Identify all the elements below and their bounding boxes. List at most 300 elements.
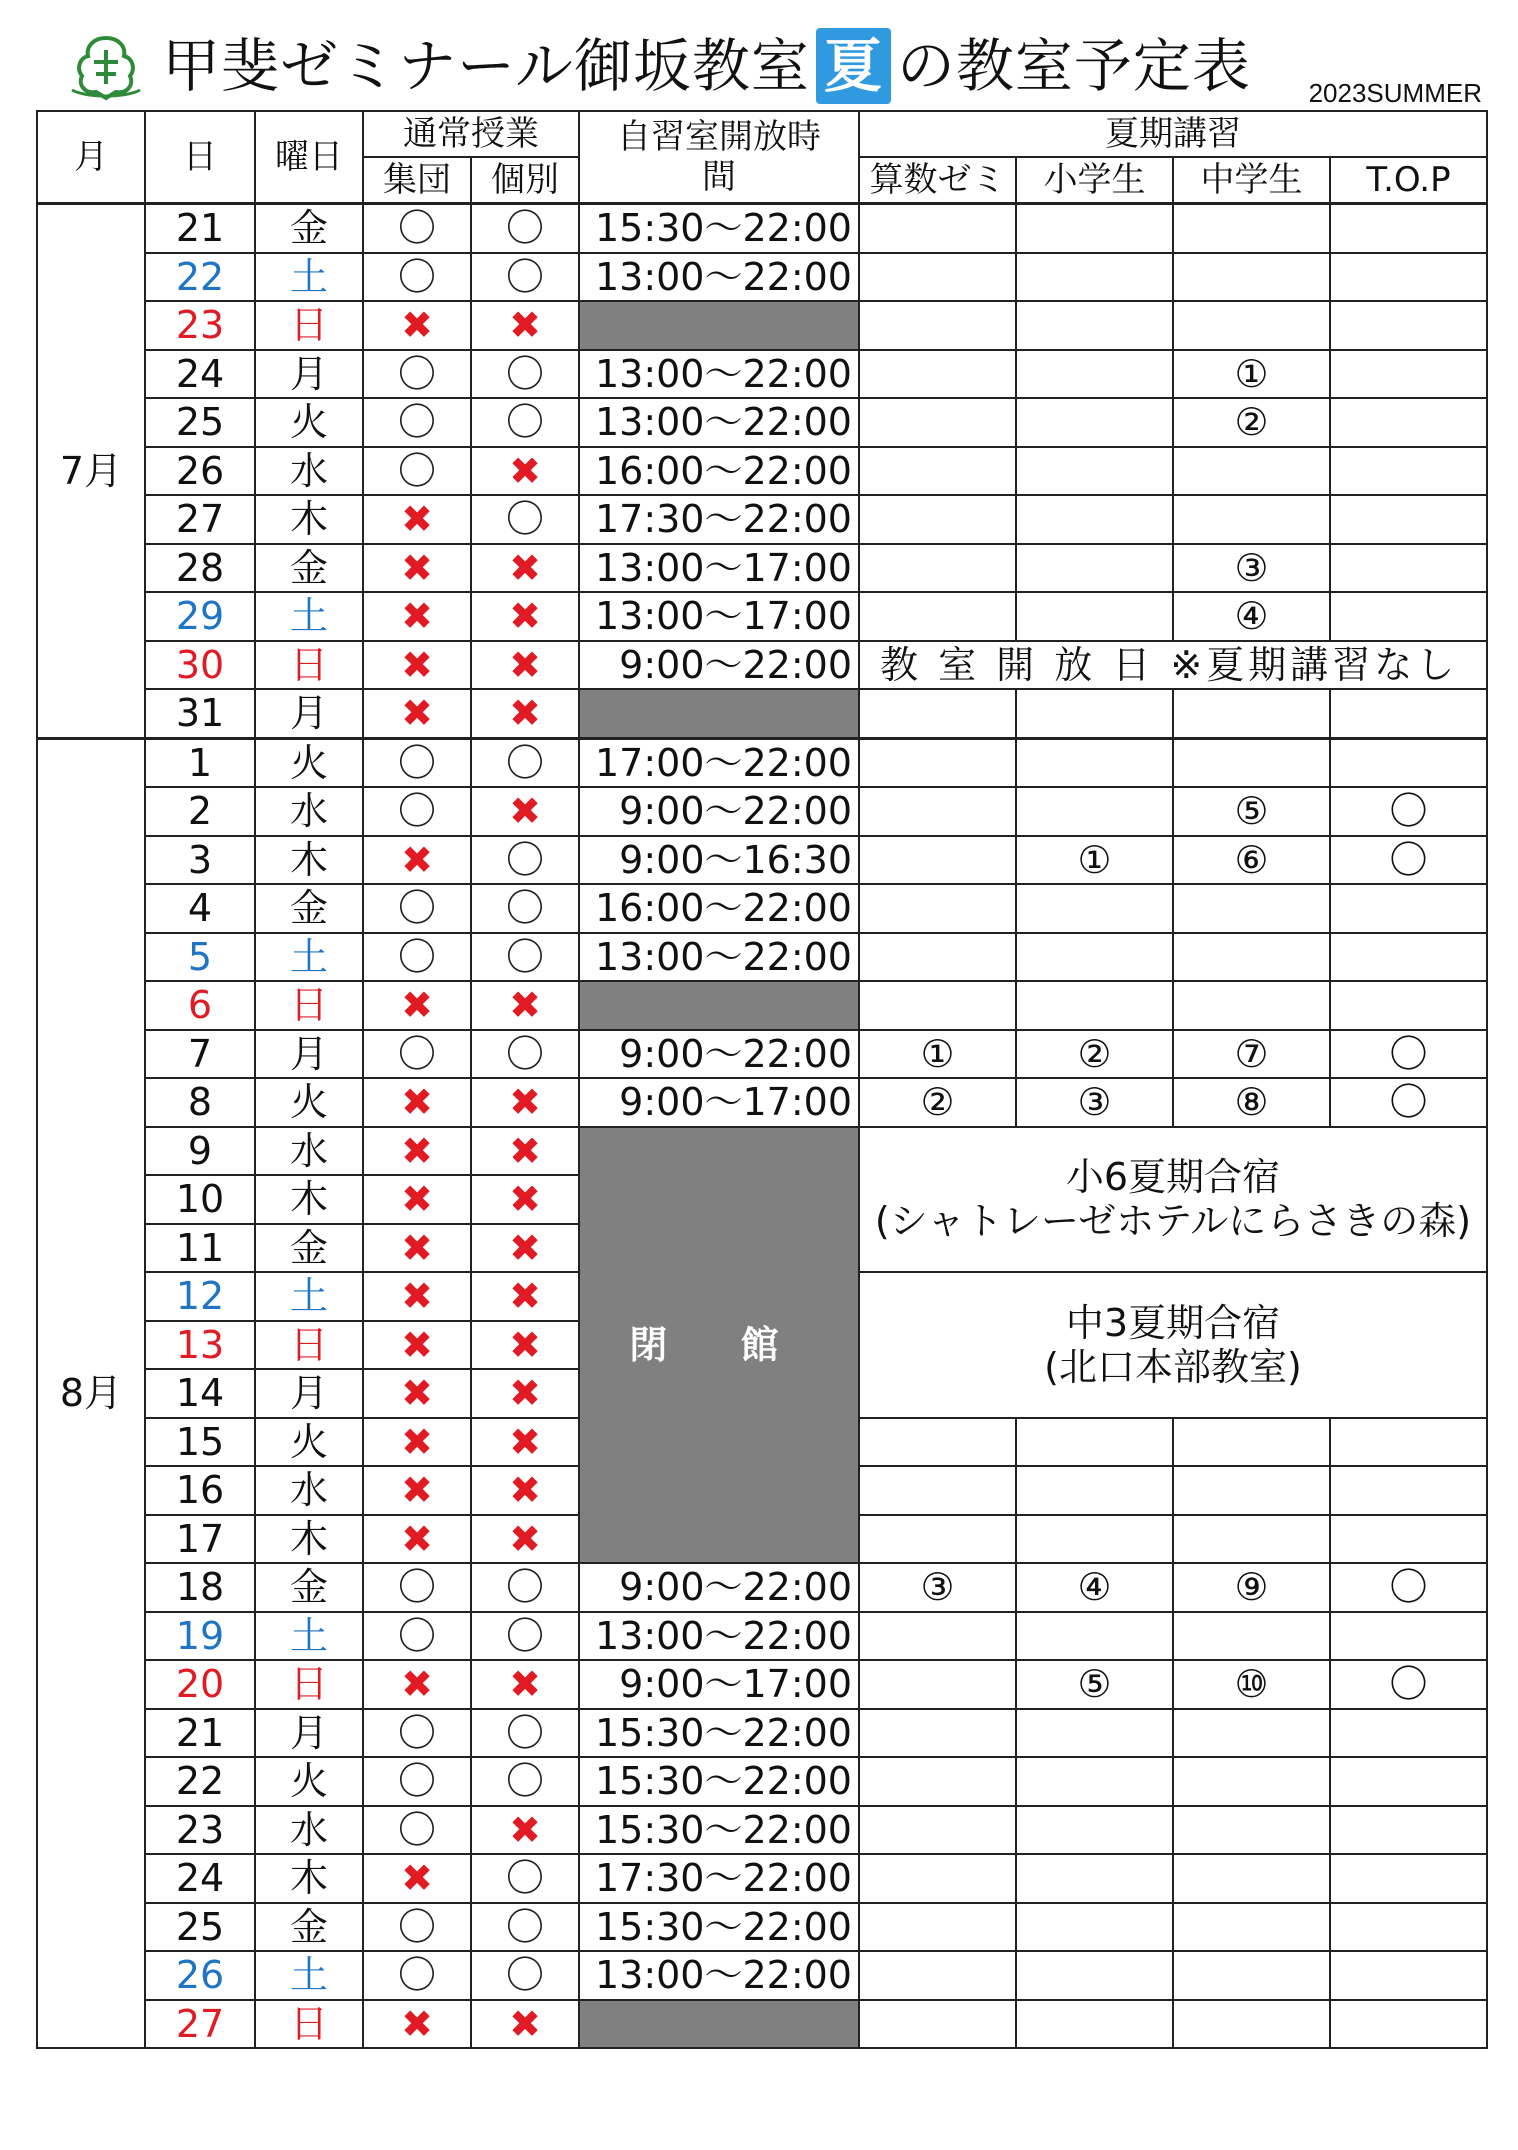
date-cell: 11 <box>145 1224 255 1273</box>
study-room-hours: 9:00～22:00 <box>579 1563 859 1612</box>
header-regular-class: 通常授業 <box>363 111 579 157</box>
date-cell: 13 <box>145 1321 255 1370</box>
grade9-camp-venue: (北口本部教室) <box>1044 1344 1302 1389</box>
junior-high-session <box>1173 1466 1330 1515</box>
day-of-week-cell: 土 <box>255 592 363 641</box>
math-seminar-session <box>859 398 1016 447</box>
individual-class-status: ✖ <box>471 1321 579 1370</box>
individual-class-status: 〇 <box>471 1612 579 1661</box>
day-of-week-cell: 土 <box>255 1272 363 1321</box>
group-class-status: ✖ <box>363 836 471 885</box>
elementary-session: ② <box>1016 1030 1173 1079</box>
individual-class-status: 〇 <box>471 204 579 253</box>
date-cell: 5 <box>145 933 255 982</box>
date-cell: 2 <box>145 787 255 836</box>
elementary-session <box>1016 1709 1173 1758</box>
table-row <box>37 1903 1487 1952</box>
top-session: 〇 <box>1330 1660 1487 1709</box>
day-of-week-cell: 木 <box>255 1175 363 1224</box>
group-class-status: ✖ <box>363 1466 471 1515</box>
math-seminar-session <box>859 1660 1016 1709</box>
top-session: 〇 <box>1330 1078 1487 1127</box>
junior-high-session <box>1173 1612 1330 1661</box>
elementary-session <box>1016 301 1173 350</box>
table-row <box>37 1757 1487 1806</box>
date-cell: 26 <box>145 1951 255 2000</box>
group-class-status: ✖ <box>363 592 471 641</box>
top-session <box>1330 1903 1487 1952</box>
grade6-camp <box>859 1127 1487 1273</box>
date-cell: 17 <box>145 1515 255 1564</box>
elementary-session <box>1016 787 1173 836</box>
top-session <box>1330 1757 1487 1806</box>
day-of-week-cell: 火 <box>255 1418 363 1467</box>
date-cell: 14 <box>145 1369 255 1418</box>
table-row <box>37 398 1487 447</box>
date-cell: 16 <box>145 1466 255 1515</box>
math-seminar-session <box>859 836 1016 885</box>
date-cell: 24 <box>145 350 255 399</box>
top-session <box>1330 301 1487 350</box>
date-cell: 12 <box>145 1272 255 1321</box>
group-class-status: ✖ <box>363 1369 471 1418</box>
study-room-hours: 13:00～17:00 <box>579 592 859 641</box>
group-class-status: ✖ <box>363 301 471 350</box>
day-of-week-cell: 金 <box>255 204 363 253</box>
junior-high-session: ⑥ <box>1173 836 1330 885</box>
math-seminar-session <box>859 1612 1016 1661</box>
individual-class-status: ✖ <box>471 1515 579 1564</box>
closed-label: 閉 館 <box>579 1127 859 1564</box>
group-class-status: ✖ <box>363 495 471 544</box>
elementary-session <box>1016 398 1173 447</box>
individual-class-status: 〇 <box>471 1903 579 1952</box>
math-seminar-session <box>859 1951 1016 2000</box>
study-room-hours: 13:00～22:00 <box>579 1612 859 1661</box>
day-of-week-cell: 金 <box>255 884 363 933</box>
individual-class-status: ✖ <box>471 689 579 738</box>
date-cell: 24 <box>145 1854 255 1903</box>
elementary-session <box>1016 933 1173 982</box>
group-class-status: ✖ <box>363 689 471 738</box>
junior-high-session <box>1173 1854 1330 1903</box>
junior-high-session: ③ <box>1173 544 1330 593</box>
date-cell: 10 <box>145 1175 255 1224</box>
day-of-week-cell: 土 <box>255 1951 363 2000</box>
study-room-hours: 16:00～22:00 <box>579 884 859 933</box>
individual-class-status: 〇 <box>471 933 579 982</box>
day-of-week-cell: 水 <box>255 1127 363 1176</box>
day-of-week-cell: 日 <box>255 2000 363 2049</box>
math-seminar-session <box>859 1709 1016 1758</box>
day-of-week-cell: 水 <box>255 447 363 496</box>
math-seminar-session <box>859 738 1016 787</box>
individual-class-status: ✖ <box>471 2000 579 2049</box>
day-of-week-cell: 火 <box>255 1078 363 1127</box>
junior-high-session: ⑩ <box>1173 1660 1330 1709</box>
day-of-week-cell: 日 <box>255 1321 363 1370</box>
individual-class-status: 〇 <box>471 495 579 544</box>
individual-class-status: ✖ <box>471 1175 579 1224</box>
study-room-hours: 17:30～22:00 <box>579 1854 859 1903</box>
top-session <box>1330 884 1487 933</box>
day-of-week-cell: 水 <box>255 1466 363 1515</box>
junior-high-session <box>1173 981 1330 1030</box>
study-room-hours: 13:00～22:00 <box>579 398 859 447</box>
junior-high-session: ⑨ <box>1173 1563 1330 1612</box>
junior-high-session <box>1173 933 1330 982</box>
group-class-status: ✖ <box>363 1321 471 1370</box>
table-row <box>37 1127 1487 1176</box>
individual-class-status: ✖ <box>471 1224 579 1273</box>
math-seminar-session <box>859 981 1016 1030</box>
individual-class-status: ✖ <box>471 1272 579 1321</box>
group-class-status: ✖ <box>363 544 471 593</box>
top-session <box>1330 1515 1487 1564</box>
individual-class-status: ✖ <box>471 1418 579 1467</box>
summer-badge: 夏 <box>816 28 891 104</box>
date-cell: 20 <box>145 1660 255 1709</box>
header-elementary: 小学生 <box>1016 157 1173 204</box>
top-session <box>1330 2000 1487 2049</box>
junior-high-session: ① <box>1173 350 1330 399</box>
group-class-status: 〇 <box>363 1806 471 1855</box>
date-cell: 6 <box>145 981 255 1030</box>
elementary-session <box>1016 544 1173 593</box>
group-class-status: 〇 <box>363 447 471 496</box>
study-room-hours: 13:00～22:00 <box>579 933 859 982</box>
elementary-session: ③ <box>1016 1078 1173 1127</box>
day-of-week-cell: 月 <box>255 1369 363 1418</box>
title-main: 甲斐ゼミナール御坂教室 <box>162 32 810 100</box>
date-cell: 3 <box>145 836 255 885</box>
header-junior-high: 中学生 <box>1173 157 1330 204</box>
junior-high-session: ⑤ <box>1173 787 1330 836</box>
junior-high-session: ② <box>1173 398 1330 447</box>
header-month: 月 <box>37 111 145 204</box>
group-class-status: 〇 <box>363 933 471 982</box>
group-class-status: 〇 <box>363 398 471 447</box>
group-class-status: ✖ <box>363 1175 471 1224</box>
individual-class-status: ✖ <box>471 641 579 690</box>
individual-class-status: 〇 <box>471 1563 579 1612</box>
junior-high-session <box>1173 1903 1330 1952</box>
table-row <box>37 884 1487 933</box>
day-of-week-cell: 日 <box>255 641 363 690</box>
month-label-august: 8月 <box>37 738 145 2048</box>
open-day-note: 教 室 開 放 日 ※夏期講習なし <box>859 641 1487 690</box>
individual-class-status: 〇 <box>471 350 579 399</box>
math-seminar-session <box>859 447 1016 496</box>
junior-high-session <box>1173 301 1330 350</box>
day-of-week-cell: 土 <box>255 253 363 302</box>
top-session <box>1330 933 1487 982</box>
top-session <box>1330 1418 1487 1467</box>
study-room-hours <box>579 2000 859 2049</box>
day-of-week-cell: 土 <box>255 1612 363 1661</box>
date-cell: 21 <box>145 1709 255 1758</box>
elementary-session <box>1016 1466 1173 1515</box>
group-class-status: 〇 <box>363 787 471 836</box>
group-class-status: ✖ <box>363 641 471 690</box>
junior-high-session <box>1173 2000 1330 2049</box>
study-room-hours: 17:00～22:00 <box>579 738 859 787</box>
date-cell: 15 <box>145 1418 255 1467</box>
table-row <box>37 1854 1487 1903</box>
table-row <box>37 495 1487 544</box>
group-class-status: ✖ <box>363 981 471 1030</box>
date-cell: 18 <box>145 1563 255 1612</box>
top-session <box>1330 350 1487 399</box>
table-row <box>37 253 1487 302</box>
study-room-hours <box>579 689 859 738</box>
table-row <box>37 1709 1487 1758</box>
junior-high-session: ⑦ <box>1173 1030 1330 1079</box>
math-seminar-session <box>859 592 1016 641</box>
table-row <box>37 836 1487 885</box>
math-seminar-session <box>859 301 1016 350</box>
group-class-status: ✖ <box>363 1078 471 1127</box>
math-seminar-session: ② <box>859 1078 1016 1127</box>
date-cell: 22 <box>145 253 255 302</box>
day-of-week-cell: 木 <box>255 1854 363 1903</box>
math-seminar-session <box>859 1854 1016 1903</box>
study-room-hours <box>579 301 859 350</box>
elementary-session: ① <box>1016 836 1173 885</box>
math-seminar-session <box>859 689 1016 738</box>
header-top: T.O.P <box>1330 157 1487 204</box>
junior-high-session: ⑧ <box>1173 1078 1330 1127</box>
group-class-status: 〇 <box>363 1903 471 1952</box>
day-of-week-cell: 日 <box>255 981 363 1030</box>
group-class-status: 〇 <box>363 204 471 253</box>
study-room-hours: 9:00～22:00 <box>579 641 859 690</box>
group-class-status: 〇 <box>363 1757 471 1806</box>
elementary-session <box>1016 689 1173 738</box>
study-room-hours: 9:00～17:00 <box>579 1660 859 1709</box>
math-seminar-session <box>859 933 1016 982</box>
header-date: 日 <box>145 111 255 204</box>
top-session: 〇 <box>1330 1563 1487 1612</box>
group-class-status: ✖ <box>363 1515 471 1564</box>
elementary-session <box>1016 253 1173 302</box>
math-seminar-session <box>859 1806 1016 1855</box>
date-cell: 28 <box>145 544 255 593</box>
header-group: 集団 <box>363 157 471 204</box>
header-summer-course: 夏期講習 <box>859 111 1487 157</box>
elementary-session <box>1016 1854 1173 1903</box>
elementary-session <box>1016 1951 1173 2000</box>
math-seminar-session: ③ <box>859 1563 1016 1612</box>
junior-high-session <box>1173 689 1330 738</box>
day-of-week-cell: 水 <box>255 787 363 836</box>
group-class-status: ✖ <box>363 1272 471 1321</box>
individual-class-status: 〇 <box>471 253 579 302</box>
group-class-status: ✖ <box>363 1660 471 1709</box>
date-cell: 29 <box>145 592 255 641</box>
study-room-hours: 15:30～22:00 <box>579 204 859 253</box>
top-session <box>1330 253 1487 302</box>
top-session <box>1330 204 1487 253</box>
table-row <box>37 1612 1487 1661</box>
table-row <box>37 544 1487 593</box>
date-cell: 25 <box>145 398 255 447</box>
individual-class-status: 〇 <box>471 1709 579 1758</box>
top-session <box>1330 738 1487 787</box>
table-row <box>37 641 1487 690</box>
elementary-session <box>1016 1806 1173 1855</box>
top-session <box>1330 1806 1487 1855</box>
day-of-week-cell: 火 <box>255 398 363 447</box>
individual-class-status: 〇 <box>471 1951 579 2000</box>
study-room-hours: 13:00～22:00 <box>579 350 859 399</box>
elementary-session <box>1016 1757 1173 1806</box>
date-cell: 30 <box>145 641 255 690</box>
elementary-session <box>1016 204 1173 253</box>
elementary-session <box>1016 981 1173 1030</box>
elementary-session <box>1016 447 1173 496</box>
individual-class-status: ✖ <box>471 301 579 350</box>
elementary-session: ④ <box>1016 1563 1173 1612</box>
day-of-week-cell: 日 <box>255 1660 363 1709</box>
study-room-hours: 13:00～22:00 <box>579 1951 859 2000</box>
month-label-july: 7月 <box>37 204 145 739</box>
junior-high-session <box>1173 253 1330 302</box>
math-seminar-session <box>859 884 1016 933</box>
junior-high-session <box>1173 204 1330 253</box>
top-session <box>1330 398 1487 447</box>
individual-class-status: ✖ <box>471 787 579 836</box>
grade9-camp-title: 中3夏期合宿 <box>1065 1300 1281 1345</box>
group-class-status: ✖ <box>363 1854 471 1903</box>
day-of-week-cell: 木 <box>255 836 363 885</box>
study-room-hours: 9:00～22:00 <box>579 787 859 836</box>
junior-high-session <box>1173 495 1330 544</box>
math-seminar-session <box>859 2000 1016 2049</box>
math-seminar-session <box>859 1903 1016 1952</box>
day-of-week-cell: 月 <box>255 1709 363 1758</box>
math-seminar-session <box>859 204 1016 253</box>
junior-high-session <box>1173 1515 1330 1564</box>
top-session <box>1330 1854 1487 1903</box>
schedule-table <box>36 110 1488 2049</box>
elementary-session <box>1016 1515 1173 1564</box>
table-row <box>37 1030 1487 1079</box>
group-class-status: ✖ <box>363 2000 471 2049</box>
grade9-camp <box>859 1272 1487 1418</box>
math-seminar-session <box>859 1418 1016 1467</box>
study-room-hours: 15:30～22:00 <box>579 1709 859 1758</box>
day-of-week-cell: 木 <box>255 1515 363 1564</box>
grade6-camp-venue: (シャトレーゼホテルにらさきの森) <box>874 1199 1472 1244</box>
study-room-hours: 17:30～22:00 <box>579 495 859 544</box>
study-room-hours: 9:00～17:00 <box>579 1078 859 1127</box>
individual-class-status: ✖ <box>471 1127 579 1176</box>
individual-class-status: 〇 <box>471 1854 579 1903</box>
junior-high-session <box>1173 1951 1330 2000</box>
day-of-week-cell: 火 <box>255 738 363 787</box>
top-session <box>1330 1466 1487 1515</box>
individual-class-status: ✖ <box>471 447 579 496</box>
date-cell: 27 <box>145 2000 255 2049</box>
header-day-of-week: 曜日 <box>255 111 363 204</box>
date-cell: 9 <box>145 1127 255 1176</box>
group-class-status: 〇 <box>363 1030 471 1079</box>
study-room-hours: 13:00～22:00 <box>579 253 859 302</box>
study-room-hours: 15:30～22:00 <box>579 1806 859 1855</box>
group-class-status: 〇 <box>363 1951 471 2000</box>
elementary-session <box>1016 2000 1173 2049</box>
day-of-week-cell: 金 <box>255 1903 363 1952</box>
top-session <box>1330 689 1487 738</box>
group-class-status: 〇 <box>363 1563 471 1612</box>
junior-high-session <box>1173 1418 1330 1467</box>
day-of-week-cell: 金 <box>255 1224 363 1273</box>
group-class-status: 〇 <box>363 350 471 399</box>
day-of-week-cell: 月 <box>255 689 363 738</box>
table-row <box>37 1951 1487 2000</box>
day-of-week-cell: 金 <box>255 1563 363 1612</box>
study-room-hours <box>579 981 859 1030</box>
day-of-week-cell: 金 <box>255 544 363 593</box>
group-class-status: 〇 <box>363 253 471 302</box>
math-seminar-session <box>859 350 1016 399</box>
junior-high-session <box>1173 1757 1330 1806</box>
individual-class-status: ✖ <box>471 1806 579 1855</box>
individual-class-status: ✖ <box>471 1078 579 1127</box>
top-session <box>1330 1709 1487 1758</box>
individual-class-status: ✖ <box>471 1466 579 1515</box>
day-of-week-cell: 月 <box>255 1030 363 1079</box>
header-math-seminar: 算数ゼミ <box>859 157 1016 204</box>
individual-class-status: 〇 <box>471 884 579 933</box>
group-class-status: 〇 <box>363 1612 471 1661</box>
day-of-week-cell: 土 <box>255 933 363 982</box>
elementary-session <box>1016 495 1173 544</box>
group-class-status: ✖ <box>363 1224 471 1273</box>
top-session: 〇 <box>1330 1030 1487 1079</box>
math-seminar-session <box>859 1757 1016 1806</box>
date-cell: 31 <box>145 689 255 738</box>
top-session: 〇 <box>1330 787 1487 836</box>
top-session <box>1330 1612 1487 1661</box>
individual-class-status: 〇 <box>471 738 579 787</box>
day-of-week-cell: 水 <box>255 1806 363 1855</box>
date-cell: 1 <box>145 738 255 787</box>
title-suffix: の教室予定表 <box>896 32 1251 100</box>
table-row <box>37 1078 1487 1127</box>
individual-class-status: ✖ <box>471 592 579 641</box>
study-room-hours: 13:00～17:00 <box>579 544 859 593</box>
top-session <box>1330 592 1487 641</box>
top-session: 〇 <box>1330 836 1487 885</box>
date-cell: 27 <box>145 495 255 544</box>
top-session <box>1330 544 1487 593</box>
study-room-hours: 15:30～22:00 <box>579 1903 859 1952</box>
elementary-session <box>1016 1418 1173 1467</box>
elementary-session <box>1016 1612 1173 1661</box>
elementary-session <box>1016 738 1173 787</box>
group-class-status: 〇 <box>363 1709 471 1758</box>
elementary-session: ⑤ <box>1016 1660 1173 1709</box>
table-row <box>37 2000 1487 2049</box>
top-session <box>1330 495 1487 544</box>
table-row <box>37 447 1487 496</box>
math-seminar-session <box>859 1466 1016 1515</box>
group-class-status: 〇 <box>363 738 471 787</box>
table-row <box>37 933 1487 982</box>
study-room-hours: 9:00～16:30 <box>579 836 859 885</box>
